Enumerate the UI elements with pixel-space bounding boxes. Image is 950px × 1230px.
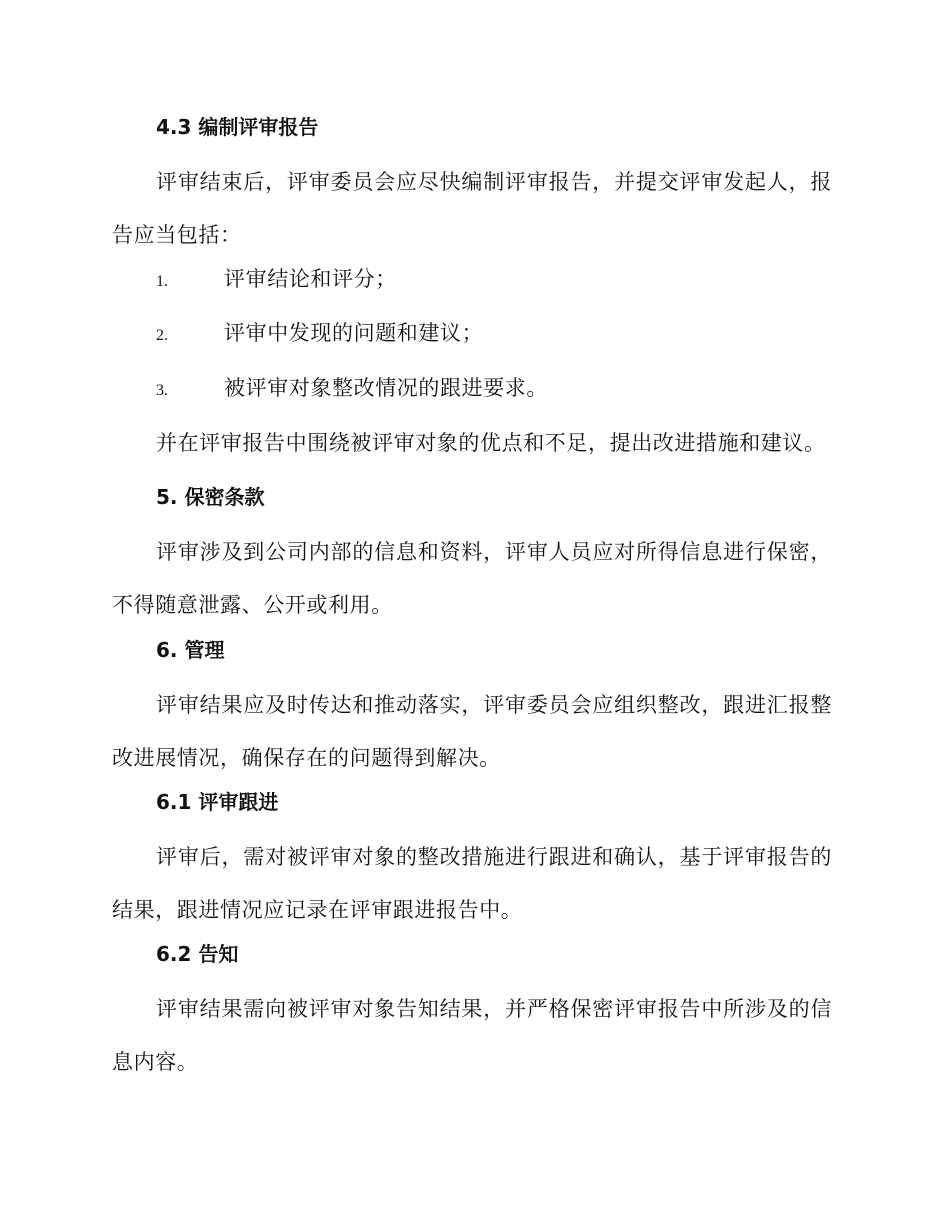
section-heading-5: 5. 保密条款 xyxy=(156,485,265,509)
list-item xyxy=(156,373,548,403)
list-item-text: 被评审对象整改情况的跟进要求。 xyxy=(224,376,548,400)
list-item-number: 2. xyxy=(156,327,168,344)
list-item-text: 评审中发现的问题和建议； xyxy=(224,321,484,345)
section-heading-4-3: 4.3 编制评审报告 xyxy=(156,115,319,139)
list-item xyxy=(156,264,397,294)
section-6-2-body: 评审结果需向被评审对象告知结果，并严格保密评审报告中所涉及的信息内容。 xyxy=(112,997,832,1074)
section-5-body: 评审涉及到公司内部的信息和资料，评审人员应对所得信息进行保密，不得随意泄露、公开或利用。 xyxy=(112,540,832,617)
list-item-text: 评审结论和评分； xyxy=(224,267,397,291)
section-4-3-closing: 并在评审报告中围绕被评审对象的优点和不足，提出改进措施和建议。 xyxy=(156,431,826,455)
list-item-number: 1. xyxy=(156,273,168,290)
section-6-1-body: 评审后，需对被评审对象的整改措施进行跟进和确认，基于评审报告的结果，跟进情况应记录在评审跟进报告中。 xyxy=(112,845,832,922)
list-item-number: 3. xyxy=(156,382,168,399)
section-4-3-intro: 评审结束后，评审委员会应尽快编制评审报告，并提交评审发起人，报告应当包括： xyxy=(112,170,832,247)
section-heading-6-1: 6.1 评审跟进 xyxy=(156,790,279,814)
list-item xyxy=(156,318,483,348)
section-heading-6: 6. 管理 xyxy=(156,638,225,662)
section-heading-6-2: 6.2 告知 xyxy=(156,942,239,966)
section-6-body: 评审结果应及时传达和推动落实，评审委员会应组织整改，跟进汇报整改进展情况，确保存在的问题得到解决。 xyxy=(112,693,832,770)
